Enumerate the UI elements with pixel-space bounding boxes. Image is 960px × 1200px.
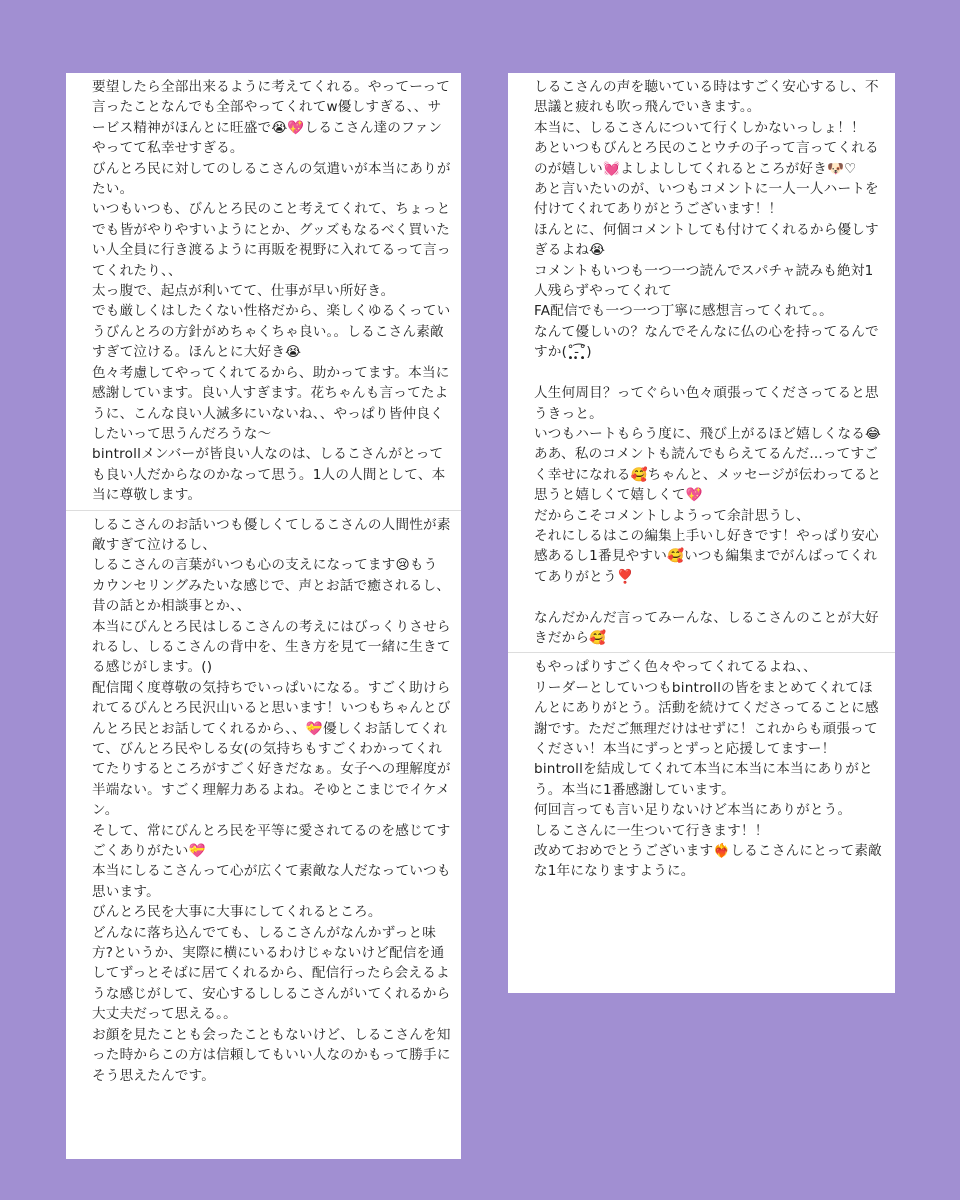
message-card-right	[508, 73, 895, 993]
divider	[508, 652, 895, 653]
message-text-right-part-2: もやっぱりすごく色々やってくれてるよね、、 リーダーとしていつもbintrollの皆をまとめてくれてほんとにありがとう。活動を続けてくださってることに感謝です。ただご無理だけはせずに！これからも頑張ってください！本当にずっとずっと応援してますー！ bintrollを結成してくれて本当に本当に本当にありがとう。本当に1番感謝しています。 何回言っても言い足りないけど本当にありがとう。 しるこさんに一生ついて行きます！！ 改めておめでとうございます❤️‍🔥しるこさんにとって素敵な1年になりますように。	[534, 659, 882, 880]
message-card-left	[66, 73, 461, 1159]
message-text-left-part-1: 要望したら全部出来るように考えてくれる。やってーって言ったことなんでも全部やってくれてw優しすぎる、、サービス精神がほんとに旺盛で😭💖しるこさん達のファンやってて私幸せすぎる。 びんとろ民に対してのしるこさんの気遣いが本当にありがたい。 いつもいつも、びんとろ民のこと考えてくれて、ちょっとでも皆がやりやすいようにとか、グッズもなるべく買いたい人全員に行き渡るように再販を視野に入れてるって言ってくれたり、、 太っ腹で、起点が利いてて、仕事が早い所好き。 でも厳しくはしたくない性格だから、楽しくゆるくっていうびんとろの方針がめちゃくちゃ良い。。しるこさん素敵すぎて泣ける。ほんとに大好き😭 色々考慮してやってくれてるから、助かってます。本当に感謝しています。良い人すぎます。花ちゃんも言ってたように、こんな良い人滅多にいないね、、やっぱり皆仲良くしたいって思うんだろうな〜 bintrollメンバーが皆良い人なのは、しるこさんがとっても良い人だからなのかなって思う。1人の人間として、本当に尊敬します。	[92, 79, 451, 504]
message-text-right-part-1: しるこさんの声を聴いている時はすごく安心するし、不思議と疲れも吹っ飛んでいきます。。 本当に、しるこさんについて行くしかないっしょ！！ あといつもびんとろ民のことウチの子って言ってくれるのが嬉しい💓よしよししてくれるところが好き🐶♡ あと言いたいのが、いつもコメントに一人一人ハートを付けてくれてありがとうございます！！ ほんとに、何個コメントしても付けてくれるから優しすぎるよね😭 コメントもいつも一つ一つ読んでスパチャ読みも絶対1人残らずやってくれて FA配信でも一つ一つ丁寧に感想言ってくれて。。 なんて優しいの？なんでそんなに仏の心を持ってるんですか(˚̩̥̩̥-̩̩̥͡˚̩̥̩̥) 人生何周目？ってぐらい色々頑張ってくださってると思うきっと。 いつもハートもらう度に、飛び上がるほど嬉しくなる😂ああ、私のコメントも読んでもらえてるんだ...ってすごく幸せになれる🥰ちゃんと、メッセージが伝わってると思うと嬉しくて嬉しくて💖 だからこそコメントしようって余計思うし、 それにしるはこの編集上手いし好きです！やっぱり安心感あるし1番見やすい🥰いつも編集までがんばってくれてありがとう❣️ なんだかんだ言ってみーんな、しるこさんのことが大好きだから🥰	[534, 79, 882, 646]
message-text-left-part-2: しるこさんのお話いつも優しくてしるこさんの人間性が素敵すぎて泣けるし、 しるこさんの言葉がいつも心の支えになってます😢もうカウンセリングみたいな感じで、声とお話で癒されるし、昔の話とか相談事とか、、 本当にびんとろ民はしるこさんの考えにはびっくりさせられるし、しるこさんの背中を、生き方を見て一緒に生きてる感じがします。() 配信聞く度尊敬の気持ちでいっぱいになる。すごく助けられてるびんとろ民沢山いると思います！いつもちゃんとびんとろ民とお話してくれるから、、💝優しくお話してくれて、びんとろ民やしる女(の気持ちもすごくわかってくれてたりするところがすごく好きだなぁ。女子への理解度が半端ない。すごく理解力あるよね。そゆとこまじでイケメン。 そして、常にびんとろ民を平等に愛されてるのを感じてすごくありがたい💝 本当にしるこさんって心が広くて素敵な人だなっていつも思います。 びんとろ民を大事に大事にしてくれるところ。 どんなに落ち込んでても、しるこさんがなんかずっと味方?というか、実際に横にいるわけじゃないけど配信を通してずっとそばに居てくれるから、配信行ったら会えるような感じがして、安心するししるこさんがいてくれるから大丈夫だって思える。。 お顔を見たことも会ったこともないけど、しるこさんを知った時からこの方は信頼してもいい人なのかもって勝手にそう思えたんです。	[92, 516, 451, 1084]
divider	[66, 510, 461, 511]
